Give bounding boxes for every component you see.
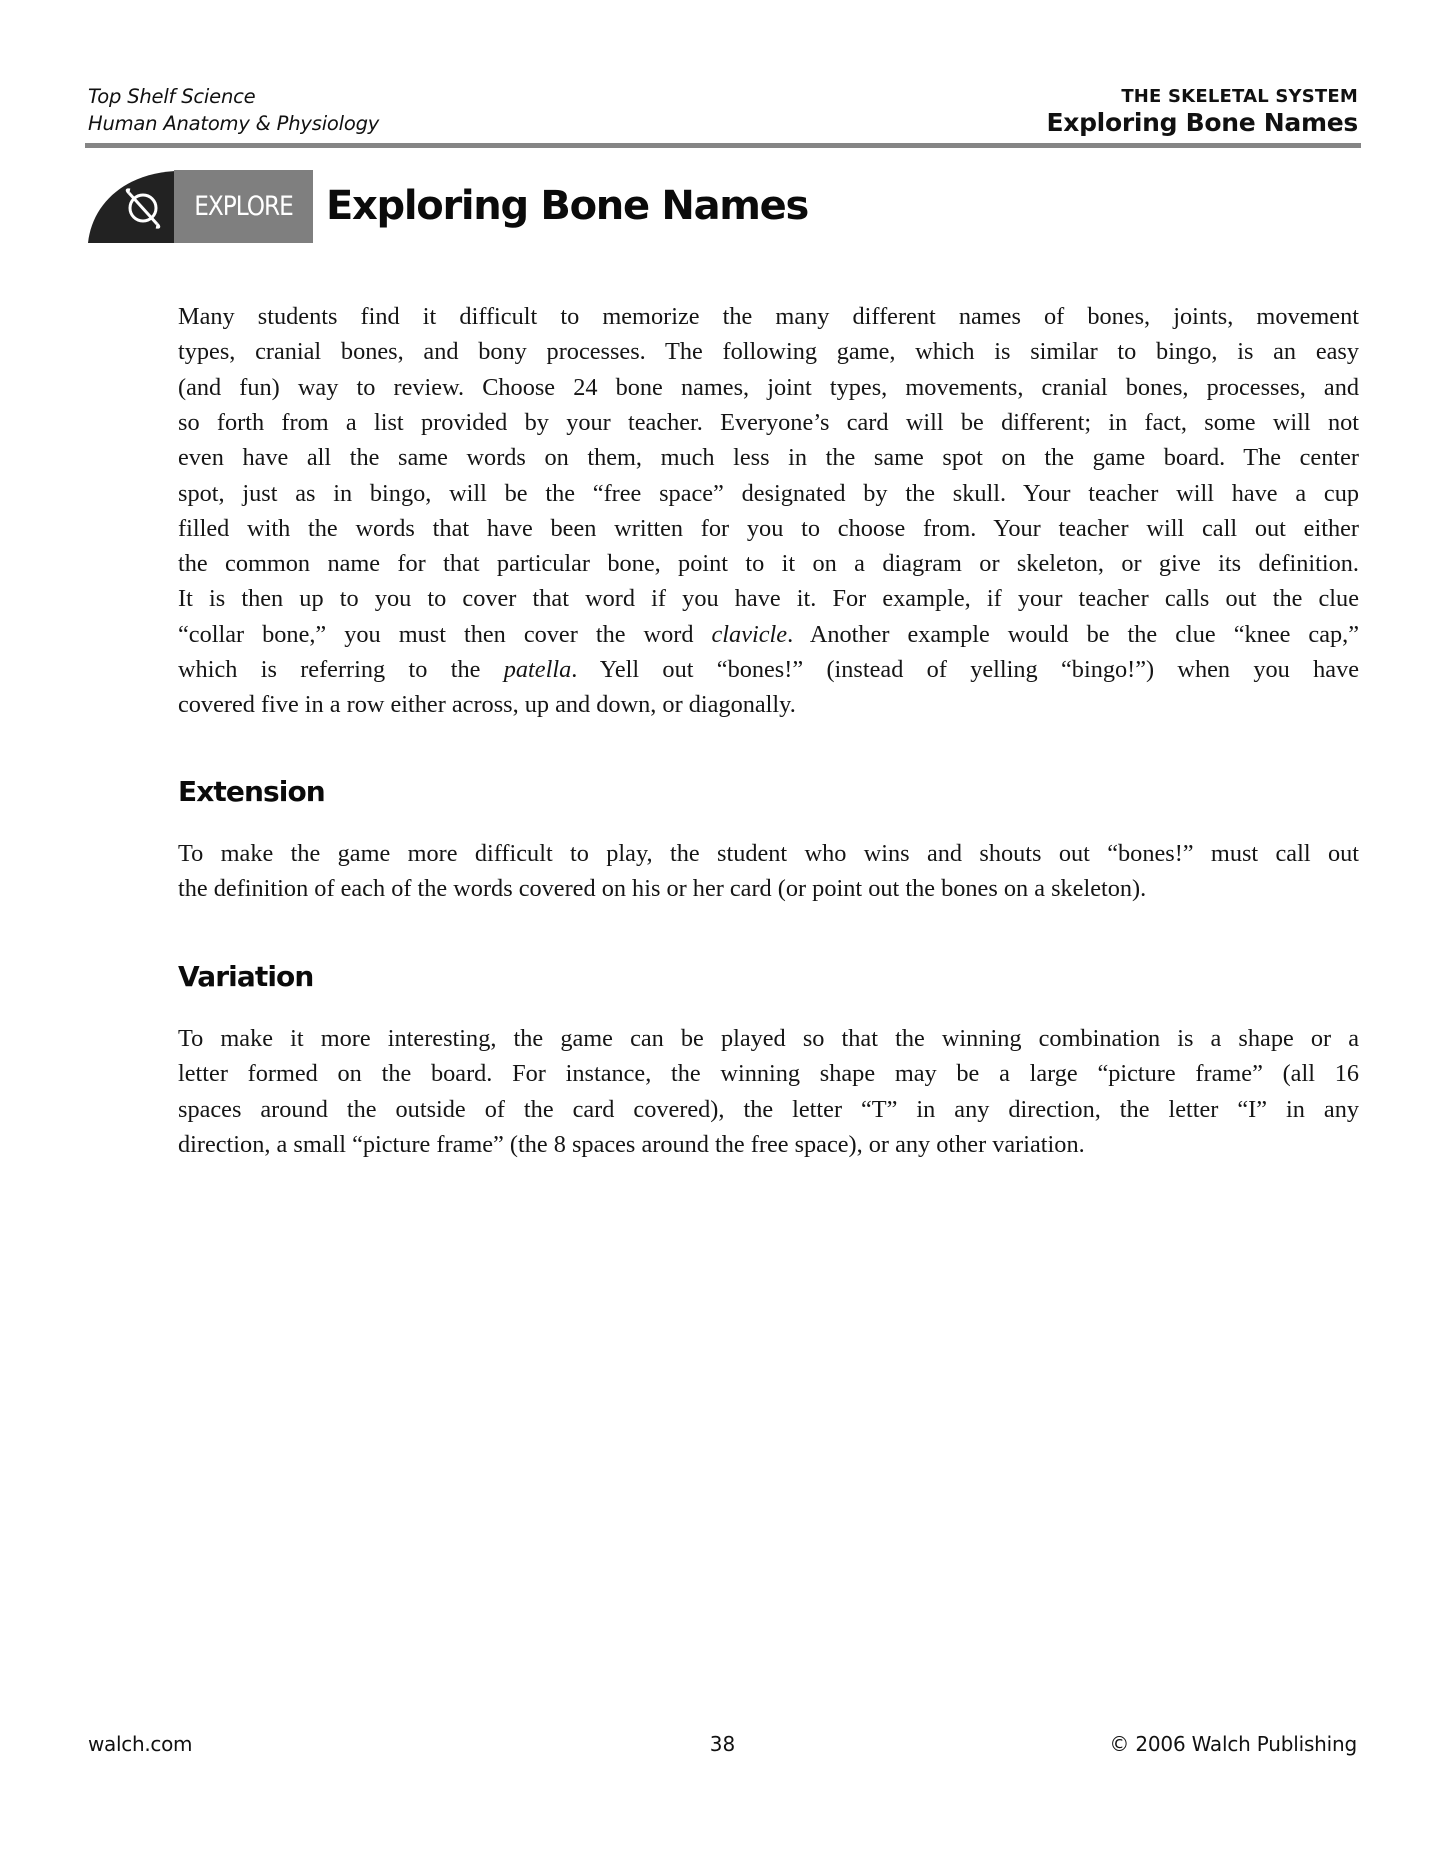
text-line xyxy=(178,337,1359,367)
text-line xyxy=(178,408,1359,438)
text-line xyxy=(178,620,1359,650)
page-title: Exploring Bone Names xyxy=(326,183,809,229)
text-run: types, cranial bones, and bony processes. The following game, which is similar to bingo, is an easy xyxy=(178,338,1359,366)
text-line xyxy=(178,1059,1359,1089)
running-header-left xyxy=(88,83,379,137)
footer-copyright: © 2006 Walch Publishing xyxy=(1109,1732,1357,1756)
text-run: To make it more interesting, the game can be played so that the winning combination is a shape or a xyxy=(178,1025,1359,1052)
text-run: letter formed on the board. For instance, the winning shape may be a large “picture frame” (all 16 xyxy=(178,1060,1359,1088)
badge-label-box xyxy=(174,170,313,243)
text-run: (and fun) way to review. Choose 24 bone names, joint types, movements, cranial bones, processes, and xyxy=(178,373,1359,401)
text-line xyxy=(178,874,1146,904)
text-line xyxy=(178,443,1359,473)
text-run: . Yell out “bones!” (instead of yelling “bingo!”) when you have xyxy=(571,656,1359,683)
italic-term: clavicle xyxy=(711,620,788,648)
text-run: the common name for that particular bone, point to it on a diagram or skeleton, or give its definition. xyxy=(178,550,1359,578)
text-run: “collar bone,” you must then cover the word xyxy=(178,620,712,648)
activity-name: Exploring Bone Names xyxy=(1046,108,1358,137)
running-header-right xyxy=(1046,86,1358,138)
text-run: . Another example would be the clue “knee cap,” xyxy=(787,620,1359,648)
text-line xyxy=(178,1130,1085,1160)
text-run: Many students find it difficult to memorize the many different names of bones, joints, movement xyxy=(178,303,1359,330)
footer-website: walch.com xyxy=(88,1732,193,1756)
explore-badge xyxy=(88,170,313,243)
text-run: so forth from a list provided by your teacher. Everyone’s card will be different; in fact, some will not xyxy=(178,408,1359,436)
text-line xyxy=(178,549,1359,579)
variation-heading: Variation xyxy=(178,960,314,993)
text-line xyxy=(178,479,1359,509)
text-run: direction, a small “picture frame” (the 8 spaces around the free space), or any other variation. xyxy=(178,1130,1085,1158)
text-line xyxy=(178,1095,1359,1125)
book-title: Human Anatomy & Physiology xyxy=(88,112,380,135)
text-run: It is then up to you to cover that word if you have it. For example, if your teacher calls out the clue xyxy=(178,585,1359,613)
text-run: spot, just as in bingo, will be the “free space” designated by the skull. Your teacher will have a cup xyxy=(178,479,1359,507)
badge-label: EXPLORE xyxy=(194,191,293,222)
text-line xyxy=(178,302,1359,332)
text-line xyxy=(178,839,1359,869)
series-name: Top Shelf Science xyxy=(88,85,256,108)
text-line xyxy=(178,373,1359,403)
text-run: spaces around the outside of the card covered), the letter “T” in any direction, the letter “I” in any xyxy=(178,1095,1359,1123)
text-line xyxy=(178,1024,1359,1054)
text-run: covered five in a row either across, up and down, or diagonally. xyxy=(178,691,796,719)
page-number: 38 xyxy=(709,1732,736,1756)
text-run: To make the game more difficult to play, the student who wins and shouts out “bones!” must call out xyxy=(178,840,1359,867)
header-rule xyxy=(85,143,1361,148)
text-line xyxy=(178,584,1359,614)
text-line xyxy=(178,655,1359,685)
unit-name: THE SKELETAL SYSTEM xyxy=(1121,86,1358,107)
badge-dark-tab xyxy=(88,170,178,243)
text-line xyxy=(178,690,796,720)
text-line xyxy=(178,514,1359,544)
extension-heading: Extension xyxy=(178,775,325,808)
text-run: the definition of each of the words covered on his or her card (or point out the bones on a skeleton). xyxy=(178,875,1147,903)
text-run: even have all the same words on them, much less in the same spot on the game board. The center xyxy=(178,444,1359,472)
italic-term: patella xyxy=(503,656,572,683)
text-run: filled with the words that have been written for you to choose from. Your teacher will call out either xyxy=(178,514,1359,542)
text-run: which is referring to the xyxy=(178,656,504,683)
